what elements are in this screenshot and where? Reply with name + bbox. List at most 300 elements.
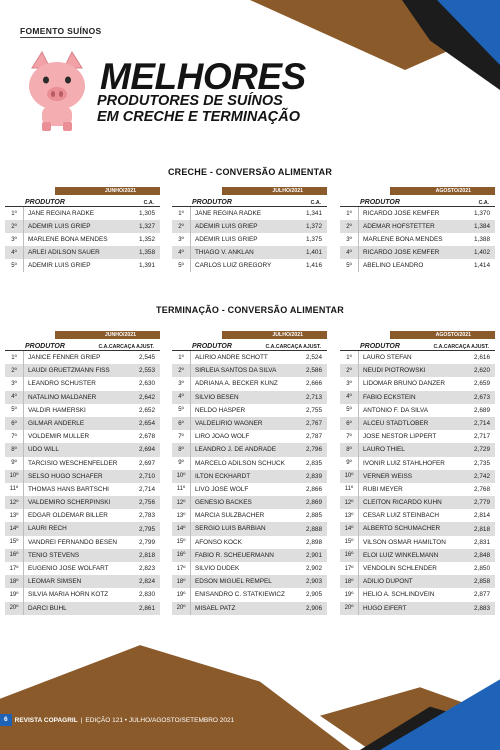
table-row xyxy=(5,562,160,575)
value-cell: 2,787 xyxy=(306,433,322,441)
value-cell: 1,416 xyxy=(306,262,322,269)
producer-cell: VOLDEMIR MULLER xyxy=(23,430,134,443)
column-header-producer: PRODUTOR xyxy=(192,199,232,206)
rank-cell: 20º xyxy=(344,605,354,612)
table-row xyxy=(5,483,160,496)
producer-cell: JANE REGINA RADKE xyxy=(23,207,134,220)
table-row xyxy=(172,536,327,549)
producer-cell: EDGAR OLDEMAR BILLER xyxy=(23,509,134,522)
table-row xyxy=(340,575,495,588)
rank-cell: 17º xyxy=(344,565,354,572)
value-cell: 1,370 xyxy=(474,210,490,217)
value-cell: 2,823 xyxy=(139,565,155,573)
creche-table xyxy=(172,187,327,272)
table-row xyxy=(340,562,495,575)
value-cell: 2,697 xyxy=(139,459,155,467)
table-month: JUNHO/2021 xyxy=(55,187,160,195)
producer-cell: FABIO R. SCHEUERMANN xyxy=(190,549,301,562)
table-row xyxy=(172,562,327,575)
value-cell: 2,678 xyxy=(139,433,155,441)
rank-cell: 18º xyxy=(344,578,354,585)
producer-cell: LEOMAR SIMSEN xyxy=(23,575,134,588)
rank-cell: 15º xyxy=(344,539,354,546)
table-row xyxy=(5,602,160,615)
column-header-value: C.A.CARCAÇA AJUST. xyxy=(265,344,321,350)
value-cell: 2,839 xyxy=(306,472,322,480)
value-cell: 2,652 xyxy=(139,406,155,414)
table-month: AGOSTO/2021 xyxy=(390,331,495,339)
rank-cell: 19º xyxy=(176,591,186,598)
producer-cell: ADEMIR LUIS GRIEP xyxy=(23,259,134,272)
rank-cell: 8º xyxy=(11,446,17,453)
producer-cell: UDO WILL xyxy=(23,443,134,456)
rank-cell: 11º xyxy=(9,486,19,493)
creche-table xyxy=(340,187,495,272)
rank-cell: 1º xyxy=(346,210,352,217)
producer-cell: TARCISIO WESCHENFELDER xyxy=(23,457,134,470)
rank-cell: 11º xyxy=(176,486,186,493)
table-row xyxy=(172,522,327,535)
footer-separator: | xyxy=(80,716,83,724)
value-cell: 2,795 xyxy=(139,525,155,533)
rank-cell: 18º xyxy=(9,578,19,585)
value-cell: 2,902 xyxy=(306,565,322,573)
table-month: AGOSTO/2021 xyxy=(390,187,495,195)
producer-cell: ADEMIR LUIS GRIEP xyxy=(23,220,134,233)
producer-cell: RICARDO JOSE KEMFER xyxy=(358,246,469,259)
rank-cell: 5º xyxy=(346,262,352,269)
value-cell: 2,783 xyxy=(139,512,155,520)
table-body xyxy=(172,207,327,272)
producer-cell: LIVO JOSE WOLF xyxy=(190,483,301,496)
value-cell: 2,630 xyxy=(139,380,155,388)
table-row xyxy=(340,509,495,522)
table-row xyxy=(172,430,327,443)
table-month: JULHO/2021 xyxy=(222,331,327,339)
value-cell: 2,814 xyxy=(474,512,490,520)
producer-cell: CESAR LUIZ STEINBACH xyxy=(358,509,469,522)
producer-cell: EUGENIO JOSE WOLFART xyxy=(23,562,134,575)
value-cell: 2,742 xyxy=(474,472,490,480)
rank-cell: 1º xyxy=(178,354,184,361)
value-cell: 2,673 xyxy=(474,393,490,401)
producer-cell: VALDEMIRO SCHERPINSKI xyxy=(23,496,134,509)
value-cell: 2,694 xyxy=(139,446,155,454)
rank-cell: 4º xyxy=(178,394,184,401)
producer-cell: JANE REGINA RADKE xyxy=(190,207,301,220)
value-cell: 2,710 xyxy=(139,472,155,480)
value-cell: 2,885 xyxy=(306,512,322,520)
page-number: 6 xyxy=(0,714,12,726)
producer-cell: IVONIR LUIZ STAHLHOFER xyxy=(358,457,469,470)
table-row xyxy=(340,496,495,509)
rank-cell: 15º xyxy=(176,539,186,546)
table-row xyxy=(172,575,327,588)
rank-cell: 15º xyxy=(9,539,19,546)
rank-cell: 3º xyxy=(346,236,352,243)
value-cell: 2,659 xyxy=(474,380,490,388)
producer-cell: TENIO STEVENS xyxy=(23,549,134,562)
rank-cell: 3º xyxy=(11,236,17,243)
producer-cell: ENISANDRO C. STATKIEWICZ xyxy=(190,588,301,601)
table-row xyxy=(5,588,160,601)
table-row xyxy=(5,259,160,272)
table-row xyxy=(172,391,327,404)
producer-cell: MARCELO ADILSON SCHUCK xyxy=(190,457,301,470)
table-row xyxy=(5,233,160,246)
column-header-value: C.A. xyxy=(310,200,321,206)
terminacao-table xyxy=(5,331,160,615)
rank-cell: 13º xyxy=(344,512,354,519)
rank-cell: 18º xyxy=(176,578,186,585)
rank-cell: 4º xyxy=(178,249,184,256)
table-row xyxy=(5,549,160,562)
table-row xyxy=(5,496,160,509)
producer-cell: THOMAS HANS BARTSCHI xyxy=(23,483,134,496)
producer-cell: CARLOS LUIZ GREGORY xyxy=(190,259,301,272)
producer-cell: NEUDI PIOTROWSKI xyxy=(358,364,469,377)
table-header xyxy=(340,195,495,207)
producer-cell: RICARDO JOSE KEMFER xyxy=(358,207,469,220)
rank-cell: 5º xyxy=(178,262,184,269)
table-row xyxy=(172,602,327,615)
table-row xyxy=(172,457,327,470)
value-cell: 2,848 xyxy=(474,551,490,559)
table-row xyxy=(340,351,495,364)
value-cell: 2,714 xyxy=(139,485,155,493)
value-cell: 1,388 xyxy=(474,236,490,243)
value-cell: 2,553 xyxy=(139,367,155,375)
value-cell: 2,831 xyxy=(474,538,490,546)
producer-cell: RUBI MEYER xyxy=(358,483,469,496)
table-header xyxy=(172,339,327,351)
rank-cell: 17º xyxy=(9,565,19,572)
value-cell: 1,384 xyxy=(474,223,490,230)
value-cell: 2,713 xyxy=(306,393,322,401)
producer-cell: MARCIA SULZBACHER xyxy=(190,509,301,522)
rank-cell: 2º xyxy=(11,223,17,230)
value-cell: 2,616 xyxy=(474,354,490,362)
value-cell: 1,358 xyxy=(139,249,155,256)
value-cell: 2,768 xyxy=(474,485,490,493)
table-row xyxy=(5,377,160,390)
value-cell: 2,799 xyxy=(139,538,155,546)
rank-cell: 1º xyxy=(346,354,352,361)
producer-cell: EDSON MIGUEL REMPEL xyxy=(190,575,301,588)
producer-cell: JANICE FENNER GRIEP xyxy=(23,351,134,364)
rank-cell: 2º xyxy=(178,223,184,230)
table-row xyxy=(172,483,327,496)
table-row xyxy=(172,404,327,417)
table-row xyxy=(172,496,327,509)
producer-cell: ALBERTO SCHUMACHER xyxy=(358,522,469,535)
table-row xyxy=(172,207,327,220)
table-row xyxy=(172,351,327,364)
table-row xyxy=(172,588,327,601)
table-header xyxy=(172,195,327,207)
rank-cell: 6º xyxy=(178,420,184,427)
value-cell: 2,717 xyxy=(474,433,490,441)
producer-cell: HUGO EIFERT xyxy=(358,602,469,615)
producer-cell: ELOI LUIZ WINKELMANN xyxy=(358,549,469,562)
table-row xyxy=(5,470,160,483)
producer-cell: ADEMAR HOFSTETTER xyxy=(358,220,469,233)
producer-cell: VENDOLIN SCHLENDER xyxy=(358,562,469,575)
table-row xyxy=(172,549,327,562)
table-row xyxy=(340,522,495,535)
producer-cell: ILTON ECKHARDT xyxy=(190,470,301,483)
value-cell: 2,756 xyxy=(139,499,155,507)
producer-cell: SILVIO BESEN xyxy=(190,391,301,404)
rank-cell: 9º xyxy=(178,460,184,467)
table-row xyxy=(5,536,160,549)
page-subtitle-line1: PRODUTORES DE SUÍNOS xyxy=(97,93,283,109)
table-row xyxy=(340,391,495,404)
value-cell: 2,779 xyxy=(474,499,490,507)
rank-cell: 12º xyxy=(9,499,19,506)
column-header-producer: PRODUTOR xyxy=(360,199,400,206)
table-row xyxy=(172,246,327,259)
table-row xyxy=(340,220,495,233)
terminacao-table xyxy=(340,331,495,615)
producer-cell: ALIRIO ANDRE SCHOTT xyxy=(190,351,301,364)
rank-cell: 8º xyxy=(178,446,184,453)
section-tag-underline xyxy=(20,37,92,38)
value-cell: 1,305 xyxy=(139,210,155,217)
producer-cell: ALCEU STADTLOBER xyxy=(358,417,469,430)
value-cell: 2,818 xyxy=(139,551,155,559)
table-row xyxy=(5,404,160,417)
value-cell: 2,850 xyxy=(474,565,490,573)
table-body xyxy=(5,351,160,615)
rank-cell: 9º xyxy=(346,460,352,467)
producer-cell: LEANDRO J. DE ANDRADE xyxy=(190,443,301,456)
value-cell: 1,414 xyxy=(474,262,490,269)
rank-cell: 4º xyxy=(11,249,17,256)
column-header-producer: PRODUTOR xyxy=(25,343,65,350)
rank-cell: 6º xyxy=(346,420,352,427)
producer-cell: LAURO STEFAN xyxy=(358,351,469,364)
producer-cell: SILVIA MARIA HORN KOTZ xyxy=(23,588,134,601)
column-header-value: C.A. xyxy=(478,200,489,206)
producer-cell: DARCI BUHL xyxy=(23,602,134,615)
rank-cell: 10º xyxy=(344,473,354,480)
producer-cell: NELDO HASPER xyxy=(190,404,301,417)
producer-cell: VALDIR HAMERSKI xyxy=(23,404,134,417)
rank-cell: 5º xyxy=(11,262,17,269)
value-cell: 1,391 xyxy=(139,262,155,269)
rank-cell: 4º xyxy=(346,249,352,256)
rank-cell: 7º xyxy=(178,433,184,440)
page-subtitle-line2: EM CRECHE E TERMINAÇÃO xyxy=(97,109,301,125)
producer-cell: SERGIO LUIS BARBIAN xyxy=(190,522,301,535)
rank-cell: 17º xyxy=(176,565,186,572)
table-row xyxy=(340,443,495,456)
table-row xyxy=(172,233,327,246)
creche-section-title: CRECHE - CONVERSÃO ALIMENTAR xyxy=(167,167,333,177)
table-header xyxy=(5,195,160,207)
rank-cell: 10º xyxy=(176,473,186,480)
column-header-value: C.A.CARCAÇA AJUST. xyxy=(433,344,489,350)
rank-cell: 3º xyxy=(346,380,352,387)
creche-table xyxy=(5,187,160,272)
magazine-name: REVISTA COPAGRIL xyxy=(14,716,78,724)
value-cell: 2,869 xyxy=(306,499,322,507)
value-cell: 2,642 xyxy=(139,393,155,401)
footer xyxy=(0,714,234,726)
rank-cell: 5º xyxy=(346,407,352,414)
value-cell: 2,824 xyxy=(139,578,155,586)
rank-cell: 19º xyxy=(344,591,354,598)
table-row xyxy=(340,457,495,470)
value-cell: 2,835 xyxy=(306,459,322,467)
rank-cell: 2º xyxy=(346,223,352,230)
producer-cell: ADEMIR LUIS GRIEP xyxy=(190,233,301,246)
table-row xyxy=(172,509,327,522)
table-row xyxy=(5,220,160,233)
table-body xyxy=(172,351,327,615)
value-cell: 2,906 xyxy=(306,604,322,612)
producer-cell: LAUDI GRUETZMANN FISS xyxy=(23,364,134,377)
table-row xyxy=(5,417,160,430)
value-cell: 2,714 xyxy=(474,420,490,428)
producer-cell: ADRIANA A. BECKER KUNZ xyxy=(190,377,301,390)
value-cell: 1,375 xyxy=(306,236,322,243)
producer-cell: VILSON OSMAR HAMILTON xyxy=(358,536,469,549)
producer-cell: SILVIO DUDEK xyxy=(190,562,301,575)
value-cell: 2,858 xyxy=(474,578,490,586)
table-row xyxy=(5,351,160,364)
producer-cell: ADEMIR LUIS GRIEP xyxy=(190,220,301,233)
producer-cell: SELSO HUGO SCHAFER xyxy=(23,470,134,483)
table-row xyxy=(340,417,495,430)
table-row xyxy=(5,457,160,470)
rank-cell: 13º xyxy=(9,512,19,519)
producer-cell: FABIO ECKSTEIN xyxy=(358,391,469,404)
rank-cell: 14º xyxy=(176,526,186,533)
rank-cell: 2º xyxy=(346,367,352,374)
terminacao-table xyxy=(172,331,327,615)
rank-cell: 1º xyxy=(178,210,184,217)
rank-cell: 12º xyxy=(344,499,354,506)
table-header xyxy=(340,339,495,351)
value-cell: 2,818 xyxy=(474,525,490,533)
rank-cell: 16º xyxy=(9,552,19,559)
table-row xyxy=(340,364,495,377)
column-header-producer: PRODUTOR xyxy=(360,343,400,350)
producer-cell: GENESIO BACKES xyxy=(190,496,301,509)
value-cell: 2,796 xyxy=(306,446,322,454)
value-cell: 2,586 xyxy=(306,367,322,375)
table-row xyxy=(5,364,160,377)
section-tag: FOMENTO SUÍNOS xyxy=(20,26,102,36)
table-body xyxy=(5,207,160,272)
table-row xyxy=(340,259,495,272)
table-row xyxy=(172,377,327,390)
value-cell: 2,830 xyxy=(139,591,155,599)
value-cell: 2,861 xyxy=(139,604,155,612)
table-row xyxy=(340,246,495,259)
producer-cell: VANDREI FERNANDO BESEN xyxy=(23,536,134,549)
producer-cell: NATALINO MALDANER xyxy=(23,391,134,404)
table-row xyxy=(340,207,495,220)
table-row xyxy=(5,443,160,456)
table-row xyxy=(340,377,495,390)
table-month: JUNHO/2021 xyxy=(55,331,160,339)
value-cell: 2,905 xyxy=(306,591,322,599)
value-cell: 2,689 xyxy=(474,406,490,414)
table-row xyxy=(340,430,495,443)
table-row xyxy=(340,602,495,615)
table-row xyxy=(340,549,495,562)
value-cell: 1,327 xyxy=(139,223,155,230)
rank-cell: 2º xyxy=(178,367,184,374)
table-row xyxy=(340,483,495,496)
value-cell: 1,402 xyxy=(474,249,490,256)
rank-cell: 3º xyxy=(11,380,17,387)
rank-cell: 16º xyxy=(176,552,186,559)
rank-cell: 11º xyxy=(344,486,354,493)
value-cell: 1,352 xyxy=(139,236,155,243)
value-cell: 2,729 xyxy=(474,446,490,454)
rank-cell: 1º xyxy=(11,354,17,361)
table-row xyxy=(172,364,327,377)
rank-cell: 2º xyxy=(11,367,17,374)
table-body xyxy=(340,351,495,615)
value-cell: 2,898 xyxy=(306,538,322,546)
value-cell: 2,545 xyxy=(139,354,155,362)
rank-cell: 7º xyxy=(11,433,17,440)
value-cell: 2,866 xyxy=(306,485,322,493)
rank-cell: 20º xyxy=(9,605,19,612)
producer-cell: GILMAR ANDERLE xyxy=(23,417,134,430)
rank-cell: 4º xyxy=(346,394,352,401)
producer-cell: VALDELIRIO WAGNER xyxy=(190,417,301,430)
table-row xyxy=(172,443,327,456)
rank-cell: 14º xyxy=(9,526,19,533)
table-row xyxy=(5,575,160,588)
value-cell: 1,401 xyxy=(306,249,322,256)
producer-cell: LAURI RECH xyxy=(23,522,134,535)
producer-cell: SIRLEIA SANTOS DA SILVA xyxy=(190,364,301,377)
value-cell: 2,524 xyxy=(306,354,322,362)
table-row xyxy=(172,220,327,233)
table-row xyxy=(340,536,495,549)
value-cell: 2,888 xyxy=(306,525,322,533)
rank-cell: 10º xyxy=(9,473,19,480)
value-cell: 2,877 xyxy=(474,591,490,599)
table-header xyxy=(5,339,160,351)
table-body xyxy=(340,207,495,272)
value-cell: 2,767 xyxy=(306,420,322,428)
rank-cell: 16º xyxy=(344,552,354,559)
producer-cell: HELIO A. SCHLINDVEIN xyxy=(358,588,469,601)
rank-cell: 6º xyxy=(11,420,17,427)
table-row xyxy=(172,470,327,483)
rank-cell: 14º xyxy=(344,526,354,533)
table-row xyxy=(5,509,160,522)
rank-cell: 4º xyxy=(11,394,17,401)
edition-info: EDIÇÃO 121 • JULHO/AGOSTO/SETEMBRO 2021 xyxy=(85,716,235,724)
table-row xyxy=(5,522,160,535)
column-header-producer: PRODUTOR xyxy=(25,199,65,206)
table-row xyxy=(5,207,160,220)
column-header-value: C.A. xyxy=(143,200,154,206)
producer-cell: LAURO THIEL xyxy=(358,443,469,456)
value-cell: 2,903 xyxy=(306,578,322,586)
value-cell: 1,341 xyxy=(306,210,322,217)
page-title: MELHORES xyxy=(100,56,306,97)
